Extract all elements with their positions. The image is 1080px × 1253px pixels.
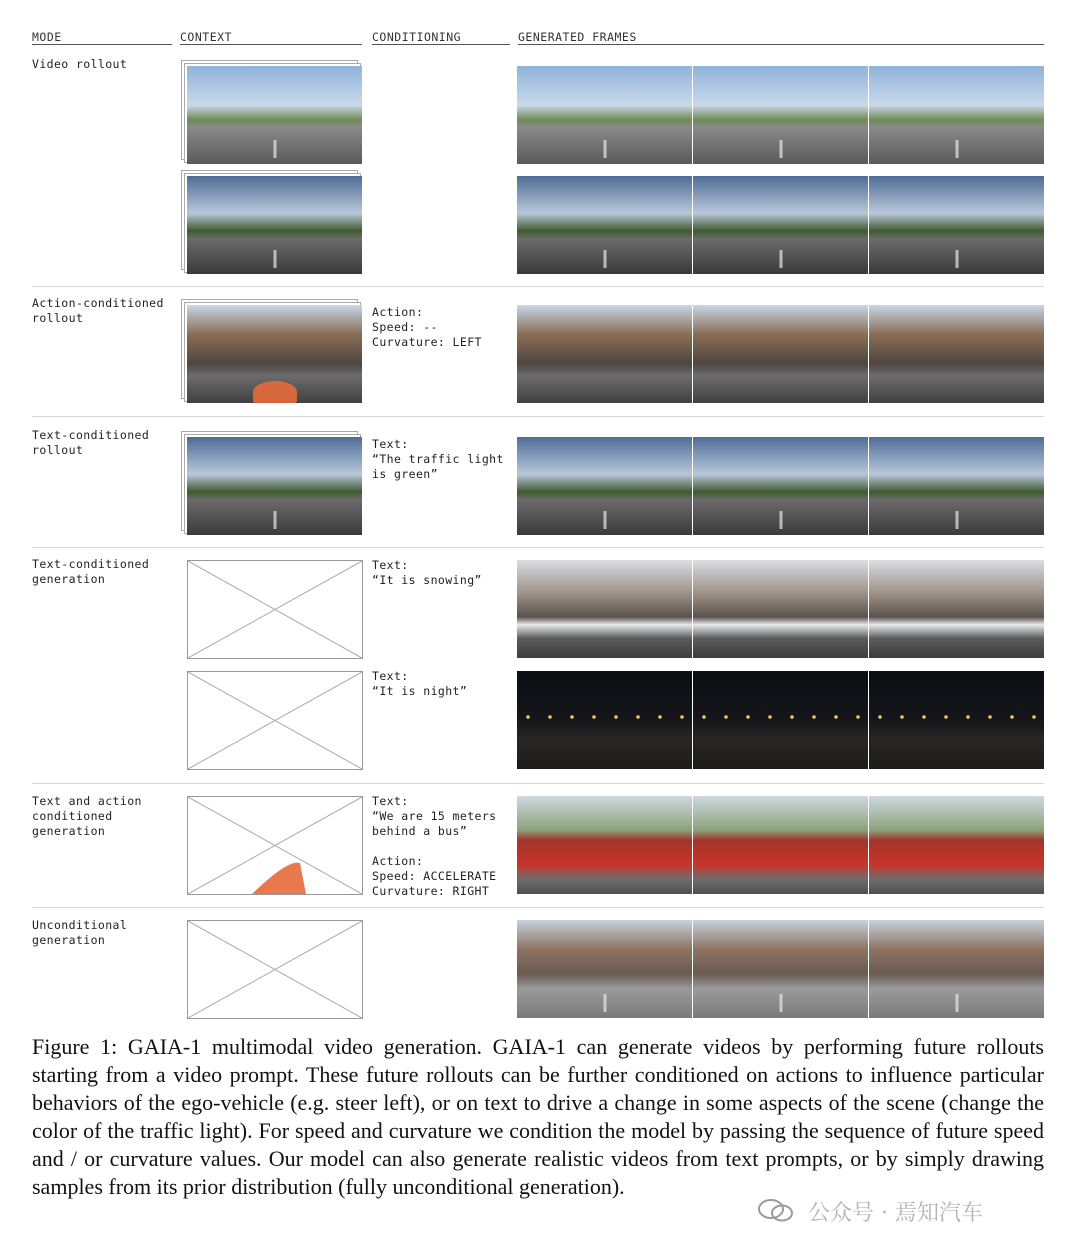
row-divider [32,547,1044,548]
mode-unconditional-generation: Unconditional generation [32,918,128,947]
empty-context-placeholder [187,560,363,659]
mode-video-rollout: Video rollout [32,57,128,71]
context-frame [187,305,362,403]
generated-frame [869,437,1044,535]
row-divider [32,783,1044,784]
header-context: CONTEXT [180,30,232,44]
row-divider [32,907,1044,908]
watermark-text: 公众号 · 焉知汽车 [808,1201,983,1226]
generated-frame [693,305,868,403]
header-rule [32,44,172,45]
conditioning-text-snowing: Text: “It is snowing” [372,558,482,587]
action-arrow-icon [253,381,297,403]
generated-frame [869,560,1044,658]
row-divider [32,286,1044,287]
context-video-stack [187,176,362,274]
generated-frame [517,437,692,535]
empty-context-placeholder [187,796,363,895]
generated-frame [517,305,692,403]
generated-frame [693,920,868,1018]
conditioning-text-traffic-light: Text: “The traffic light is green” [372,437,504,481]
context-video-stack [187,437,362,535]
header-rule [518,44,1044,45]
context-frame [187,66,362,164]
generated-frame [693,176,868,274]
generated-frame [517,671,692,769]
mode-action-conditioned-rollout: Action-conditioned rollout [32,296,164,325]
mode-text-action-generation: Text and action conditioned generation [32,794,142,838]
generated-frame [869,305,1044,403]
generated-frame [693,671,868,769]
generated-frame [517,796,692,894]
generated-frame [517,66,692,164]
generated-frame [517,560,692,658]
header-generated-frames: GENERATED FRAMES [518,30,637,44]
generated-frame [693,560,868,658]
header-rule [180,44,362,45]
generated-frame [869,176,1044,274]
generated-frame [693,437,868,535]
generated-frame [869,66,1044,164]
context-frame [187,437,362,535]
generated-frame [869,920,1044,1018]
conditioning-text-action-bus: Text: “We are 15 meters behind a bus” Action: Speed: ACCELERATE Curvature: RIGHT [372,794,497,898]
generated-frame [517,920,692,1018]
mode-text-conditioned-generation: Text-conditioned generation [32,557,150,586]
generated-frame [869,671,1044,769]
mode-text-conditioned-rollout: Text-conditioned rollout [32,428,150,457]
empty-context-placeholder [187,920,363,1019]
context-video-stack [187,305,362,403]
empty-context-placeholder [187,671,363,770]
conditioning-action: Action: Speed: -- Curvature: LEFT [372,305,482,349]
context-video-stack [187,66,362,164]
header-rule [372,44,510,45]
row-divider [32,416,1044,417]
generated-frame [693,796,868,894]
figure-caption: Figure 1: GAIA-1 multimodal video generation. GAIA-1 can generate videos by performing future rollouts starting from a video prompt. These future rollouts can be further conditioned on actions to influence particular behaviors of the ego-vehicle (e.g. steer left), or on text to drive a change in some aspects of the scene (change the color of the traffic light). For speed and curvature we condition the model by passing the sequence of future speed and / or curvature values. Our model can also generate realistic videos from text prompts, or by simply drawing samples from its prior distribution (fully unconditional generation). [32,1034,1044,1199]
header-mode: MODE [32,30,62,44]
generated-frame [869,796,1044,894]
generated-frame [517,176,692,274]
context-frame [187,176,362,274]
wechat-logo-icon [756,1198,796,1222]
conditioning-text-night: Text: “It is night” [372,669,468,698]
header-conditioning: CONDITIONING [372,30,462,44]
generated-frame [693,66,868,164]
